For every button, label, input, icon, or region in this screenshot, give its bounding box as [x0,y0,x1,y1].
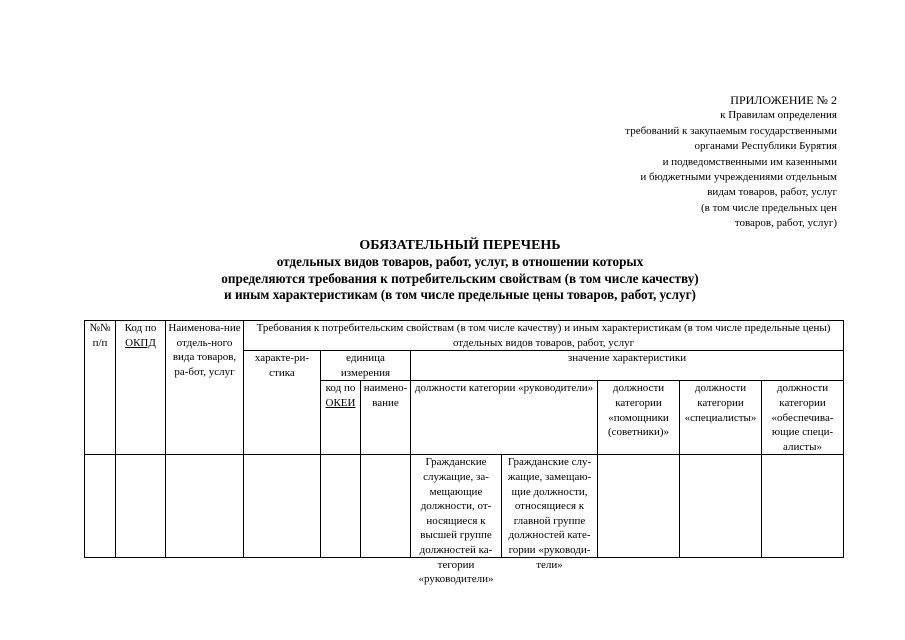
table-cell [166,455,244,558]
header-specialists: должности категории «специалисты» [680,381,762,455]
header-unit: единица измерения [321,351,411,381]
header-value: значение характеристики [411,351,844,381]
civil-higher-cell [411,455,502,586]
civil-main-text: Гражданские слу-жащие, замещаю-щие должности, относящиеся к главной группе должностей кате-гории «руководи-тели» [507,456,592,571]
table-cell [244,455,321,558]
document-heading [70,238,850,303]
okpd-prefix: Код по [124,322,157,334]
appendix-block [537,93,837,232]
requirements-table [84,320,844,586]
header-requirements: Требования к потребительским свойствам (в том числе качеству) и иным характеристикам (в том числе предельные цены) отдельных видов товаров, работ, услуг [244,321,844,351]
header-num: №№ п/п [85,321,116,455]
appendix-title: ПРИЛОЖЕНИЕ № 2 [730,93,837,107]
heading-line: и иным характеристикам (в том числе предельные цены товаров, работ, услуг) [224,286,696,302]
table-cell [762,455,844,558]
okei-code: ОКЕИ [325,396,356,409]
appendix-line: к Правилам определения [720,109,837,122]
table-cell [598,455,680,558]
header-row [85,321,844,351]
civil-main-cell [502,455,598,571]
header-name: Наименова-ние отдель-ного вида товаров, ра-бот, услуг [166,321,244,455]
table-cell [361,455,411,558]
appendix-line: и подведомственными им казенными [662,155,837,168]
header-okpd [116,321,166,455]
header-assistants: должности категории «помощники (советники)» [598,381,680,455]
okpd-code: ОКПД [125,336,156,349]
appendix-line: видам товаров, работ, услуг [707,186,837,199]
heading-line: определяются требования к потребительским свойствам (в том числе качеству) [221,270,699,286]
okei-prefix: код по [325,382,356,395]
header-characteristic: характе-ри-стика [244,351,321,455]
appendix-line: (в том числе предельных цен [701,201,837,214]
table-cell [680,455,762,558]
header-managers: должности категории «руководители» [411,381,598,455]
heading-line: отдельных видов товаров, работ, услуг, в отношении которых [276,254,644,270]
civil-higher-text: Гражданские служащие, за-мещающие должности, от-носящиеся к высшей группе должностей ка-тегории «руководители» [418,456,494,586]
document-title: ОБЯЗАТЕЛЬНЫЙ ПЕРЕЧЕНЬ [359,238,561,253]
appendix-line: требований к закупаемым государственными [625,124,837,137]
appendix-line: товаров, работ, услуг) [734,217,837,230]
table-cell [85,455,116,558]
header-support: должности категории «обеспечива-ющие специ-алисты» [762,381,844,455]
appendix-line: органами Республики Бурятия [694,140,837,153]
header-unit-name: наимено-вание [361,381,411,455]
table-cell [116,455,166,558]
header-okei [321,381,361,455]
table-row [85,455,844,558]
table-cell [321,455,361,558]
appendix-line: и бюджетными учреждениями отдельным [640,171,837,184]
